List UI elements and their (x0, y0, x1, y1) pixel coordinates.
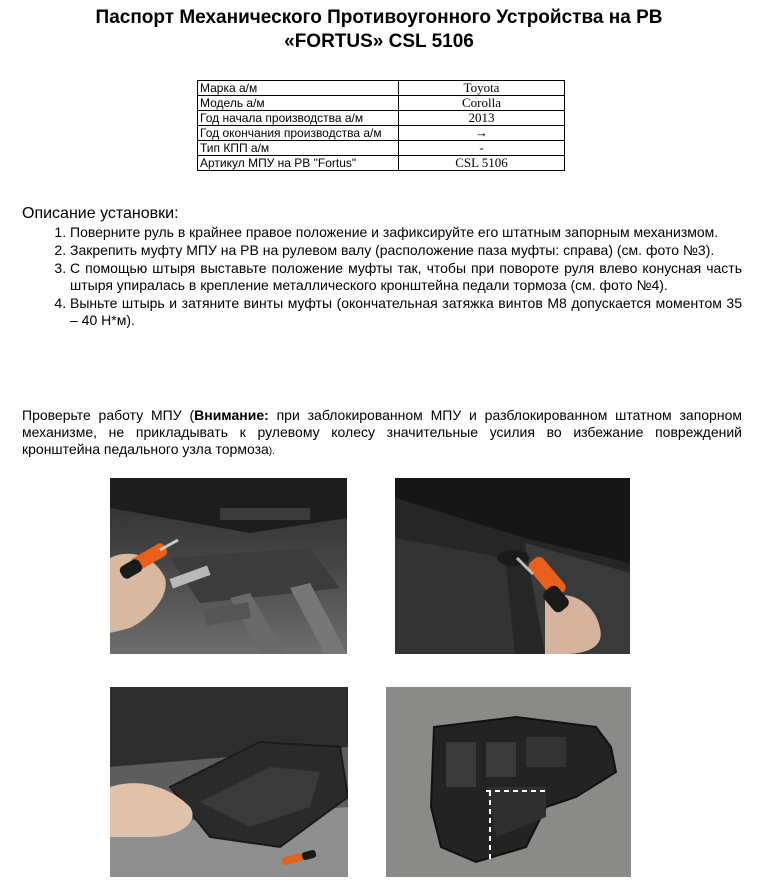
photo-2 (395, 478, 630, 654)
photo-4 (386, 687, 631, 877)
check-suffix: ). (268, 446, 275, 457)
spec-label: Марка а/м (198, 81, 399, 96)
spec-value: → (399, 126, 565, 141)
title-line-2: «FORTUS» CSL 5106 (284, 31, 474, 52)
list-item: 2. Закрепить муфту МПУ на РВ на рулевом валу (расположение паза муфты: справа) (см. фото №3). (70, 242, 742, 259)
spec-value: 2013 (399, 111, 565, 126)
check-paragraph (22, 407, 742, 460)
table-row (198, 81, 565, 96)
spec-label: Год окончания производства а/м (198, 126, 399, 141)
install-steps (22, 224, 742, 330)
spec-label: Модель а/м (198, 96, 399, 111)
spec-value: CSL 5106 (399, 156, 565, 171)
photo-1 (110, 478, 347, 654)
title-line-1: Паспорт Механического Противоугонного Устройства на РВ (95, 7, 663, 28)
list-item: 4. Выньте штырь и затяните винты муфты (окончательная затяжка винтов М8 допускается моментом 35 – 40 Н*м). (70, 295, 742, 329)
spec-table (197, 80, 565, 171)
photo-3 (110, 687, 348, 877)
warning-label: Внимание: (194, 407, 269, 423)
spec-label: Год начала производства а/м (198, 111, 399, 126)
spec-value: Corolla (399, 96, 565, 111)
check-body: при заблокированном МПУ и разблокированном штатном запорном механизме, не прикладывать к рулевому колесу значительные усилия во избежание повреждений кронштейна педального узла тормоза (22, 407, 742, 457)
table-row (198, 111, 565, 126)
spec-value: Toyota (399, 81, 565, 96)
list-item: 3. С помощью штыря выставьте положение муфты так, чтобы при повороте руля влево конусная часть штыря упиралась в крепление металлического кронштейна педали тормоза (см. фото №4). (70, 260, 742, 294)
list-item: 1. Поверните руль в крайнее правое положение и зафиксируйте его штатным запорным механизмом. (70, 224, 742, 241)
table-row (198, 96, 565, 111)
table-row (198, 126, 565, 141)
install-heading: Описание установки: (22, 205, 179, 222)
document-title (0, 6, 758, 54)
spec-value: - (399, 141, 565, 156)
spec-label: Тип КПП а/м (198, 141, 399, 156)
table-row (198, 156, 565, 171)
spec-label: Артикул МПУ на РВ "Fortus" (198, 156, 399, 171)
check-prefix: Проверьте работу МПУ ( (22, 407, 195, 423)
table-row (198, 141, 565, 156)
